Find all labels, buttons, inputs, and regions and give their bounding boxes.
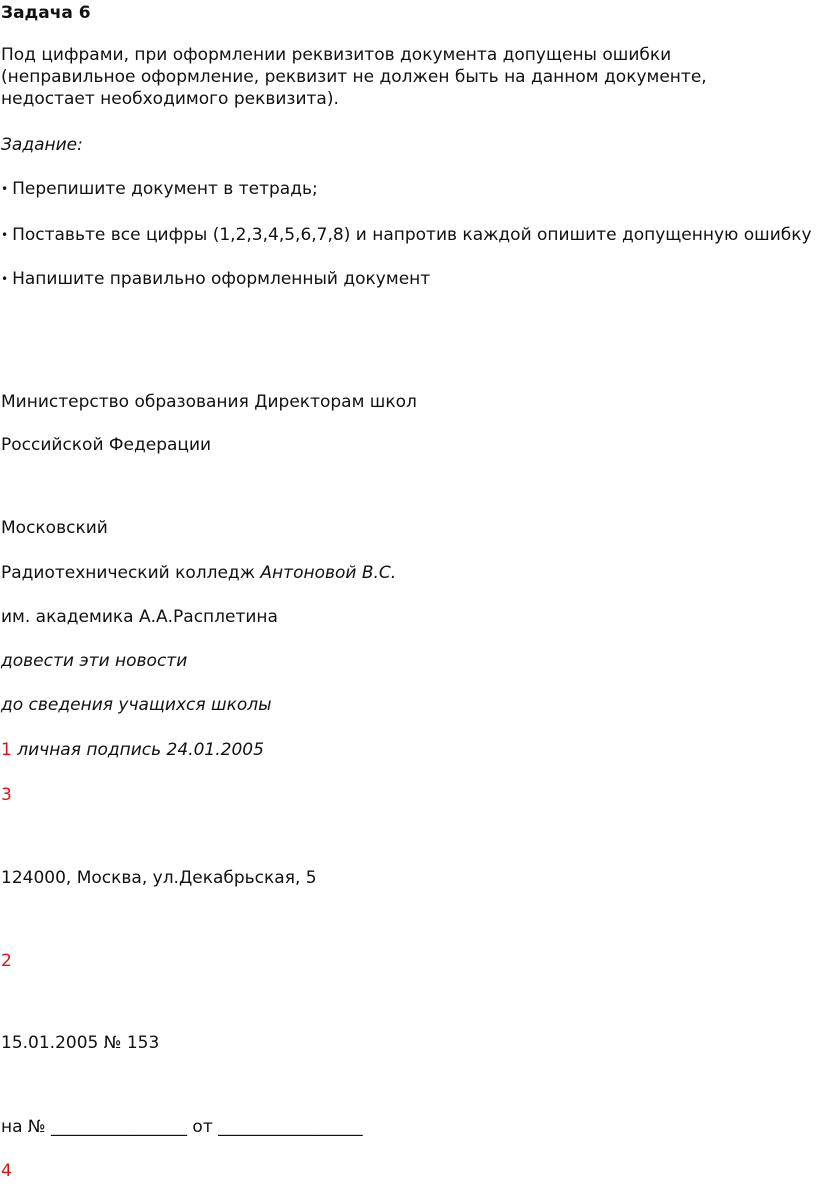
- doc-moscow-line: Московский: [1, 518, 108, 538]
- signature-date: личная подпись 24.01.2005: [17, 740, 264, 760]
- doc-ministry-line: Министерство образования Директорам школ: [1, 392, 417, 412]
- addressee-name: Антоновой В.С.: [260, 563, 397, 583]
- task-item: [1, 178, 318, 201]
- doc-date-number: 15.01.2005 № 153: [1, 1033, 160, 1053]
- college-name: Радиотехнический колледж: [1, 563, 256, 583]
- doc-rf-line: Российской Федерации: [1, 435, 212, 455]
- task-item-text: Поставьте все цифры (1,2,3,4,5,6,7,8) и напротив каждой опишите допущенную ошибку: [12, 225, 812, 245]
- task-item: [1, 268, 430, 291]
- error-marker-2: 2: [1, 951, 12, 971]
- error-marker-3: 3: [1, 785, 12, 805]
- doc-reference-line: на № ________________ от _________________: [1, 1117, 363, 1137]
- doc-academic-line: им. академика А.А.Расплетина: [1, 607, 278, 627]
- error-marker-4: 4: [1, 1161, 12, 1181]
- resolution-line-1: довести эти новости: [1, 651, 188, 671]
- intro-paragraph: Под цифрами, при оформлении реквизитов документа допущены ошибки (неправильное оформление, реквизит не должен быть на данном документе, недостает необходимого реквизита).: [1, 45, 707, 109]
- task-item: [1, 224, 812, 247]
- task-label: Задание:: [1, 135, 83, 155]
- error-marker-1: 1: [1, 740, 12, 760]
- task-title: Задача 6: [1, 3, 91, 23]
- doc-address: 124000, Москва, ул.Декабрьская, 5: [1, 868, 317, 888]
- doc-college-line: [1, 562, 396, 584]
- resolution-line-2: до сведения учащихся школы: [1, 695, 272, 715]
- signature-line: [1, 739, 264, 761]
- task-item-text: Перепишите документ в тетрадь;: [12, 179, 318, 199]
- task-item-text: Напишите правильно оформленный документ: [12, 269, 431, 289]
